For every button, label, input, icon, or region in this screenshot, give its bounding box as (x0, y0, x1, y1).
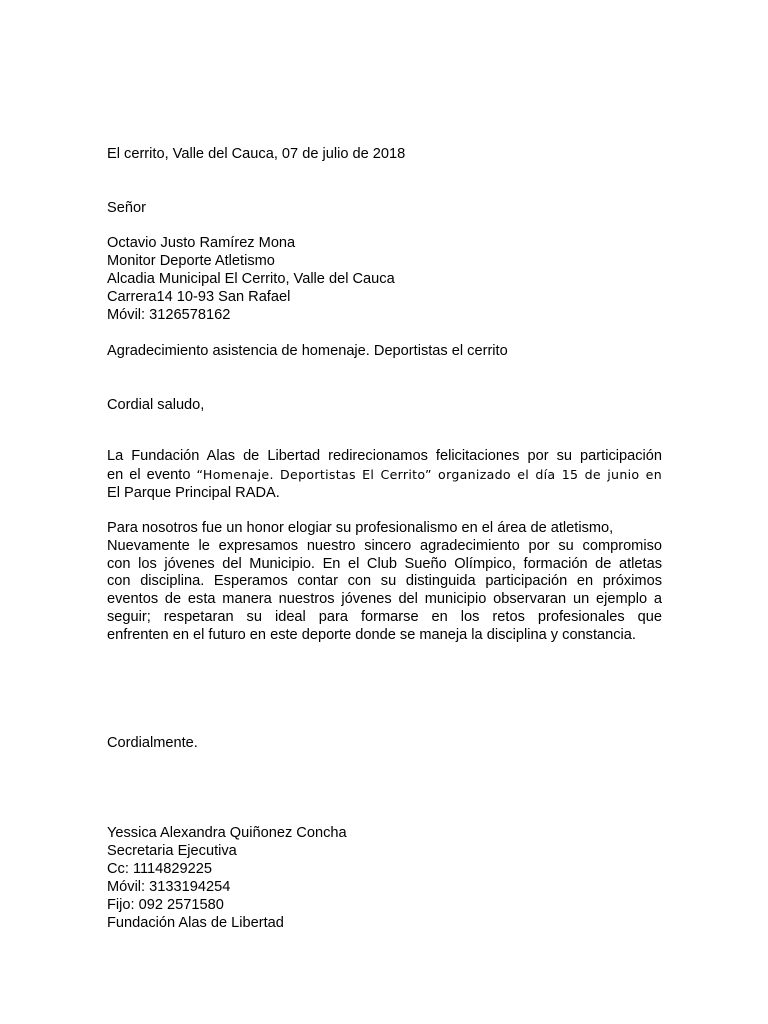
paragraph-two-line: eventos de esta manera nuestros jóvenes del municipio observaran un ejemplo a (107, 591, 662, 608)
event-name-quote: “Homenaje. Deportistas El Cerrito” organizado el día 15 de junio en (196, 466, 663, 482)
paragraph-one-line-2-lead: en el evento (107, 466, 197, 483)
paragraph-one-line-2 (107, 466, 662, 485)
paragraph-two (107, 520, 662, 645)
recipient-mobile: Móvil: 3126578162 (107, 307, 231, 323)
paragraph-two-line: con disciplina. Esperamos contar con su distinguida participación en próximos (107, 573, 662, 590)
closing: Cordialmente. (107, 735, 198, 751)
recipient-organization: Alcadia Municipal El Cerrito, Valle del Cauca (107, 271, 395, 287)
signature-title: Secretaria Ejecutiva (107, 843, 237, 859)
subject-line: Agradecimiento asistencia de homenaje. Deportistas el cerrito (107, 343, 508, 359)
paragraph-one-line-1: La Fundación Alas de Libertad redirecionamos felicitaciones por su participación (107, 448, 662, 464)
salutation-title: Señor (107, 200, 146, 216)
signature-mobile: Móvil: 3133194254 (107, 879, 231, 895)
paragraph-one (107, 448, 662, 502)
signature-id: Cc: 1114829225 (107, 861, 212, 877)
paragraph-one-line-3: El Parque Principal RADA. (107, 484, 280, 501)
paragraph-two-line: seguir; respetaran su ideal para formarse en los retos profesionales que (107, 608, 662, 625)
paragraph-two-line: Nuevamente le expresamos nuestro sincero agradecimiento por su compromiso (107, 537, 662, 554)
place-date: El cerrito, Valle del Cauca, 07 de julio de 2018 (107, 146, 406, 162)
paragraph-two-line: enfrenten en el futuro en este deporte donde se maneja la disciplina y constancia. (107, 626, 636, 643)
signature-phone: Fijo: 092 2571580 (107, 897, 224, 913)
recipient-role: Monitor Deporte Atletismo (107, 253, 275, 269)
signature-name: Yessica Alexandra Quiñonez Concha (107, 825, 347, 841)
recipient-address: Carrera14 10-93 San Rafael (107, 289, 291, 305)
paragraph-two-line: Para nosotros fue un honor elogiar su profesionalismo en el área de atletismo, (107, 520, 614, 536)
paragraph-two-line: con los jóvenes del Municipio. En el Club Sueño Olímpico, formación de atletas (107, 555, 662, 572)
greeting: Cordial saludo, (107, 397, 205, 413)
recipient-name: Octavio Justo Ramírez Mona (107, 235, 296, 251)
signature-organization: Fundación Alas de Libertad (107, 915, 284, 931)
